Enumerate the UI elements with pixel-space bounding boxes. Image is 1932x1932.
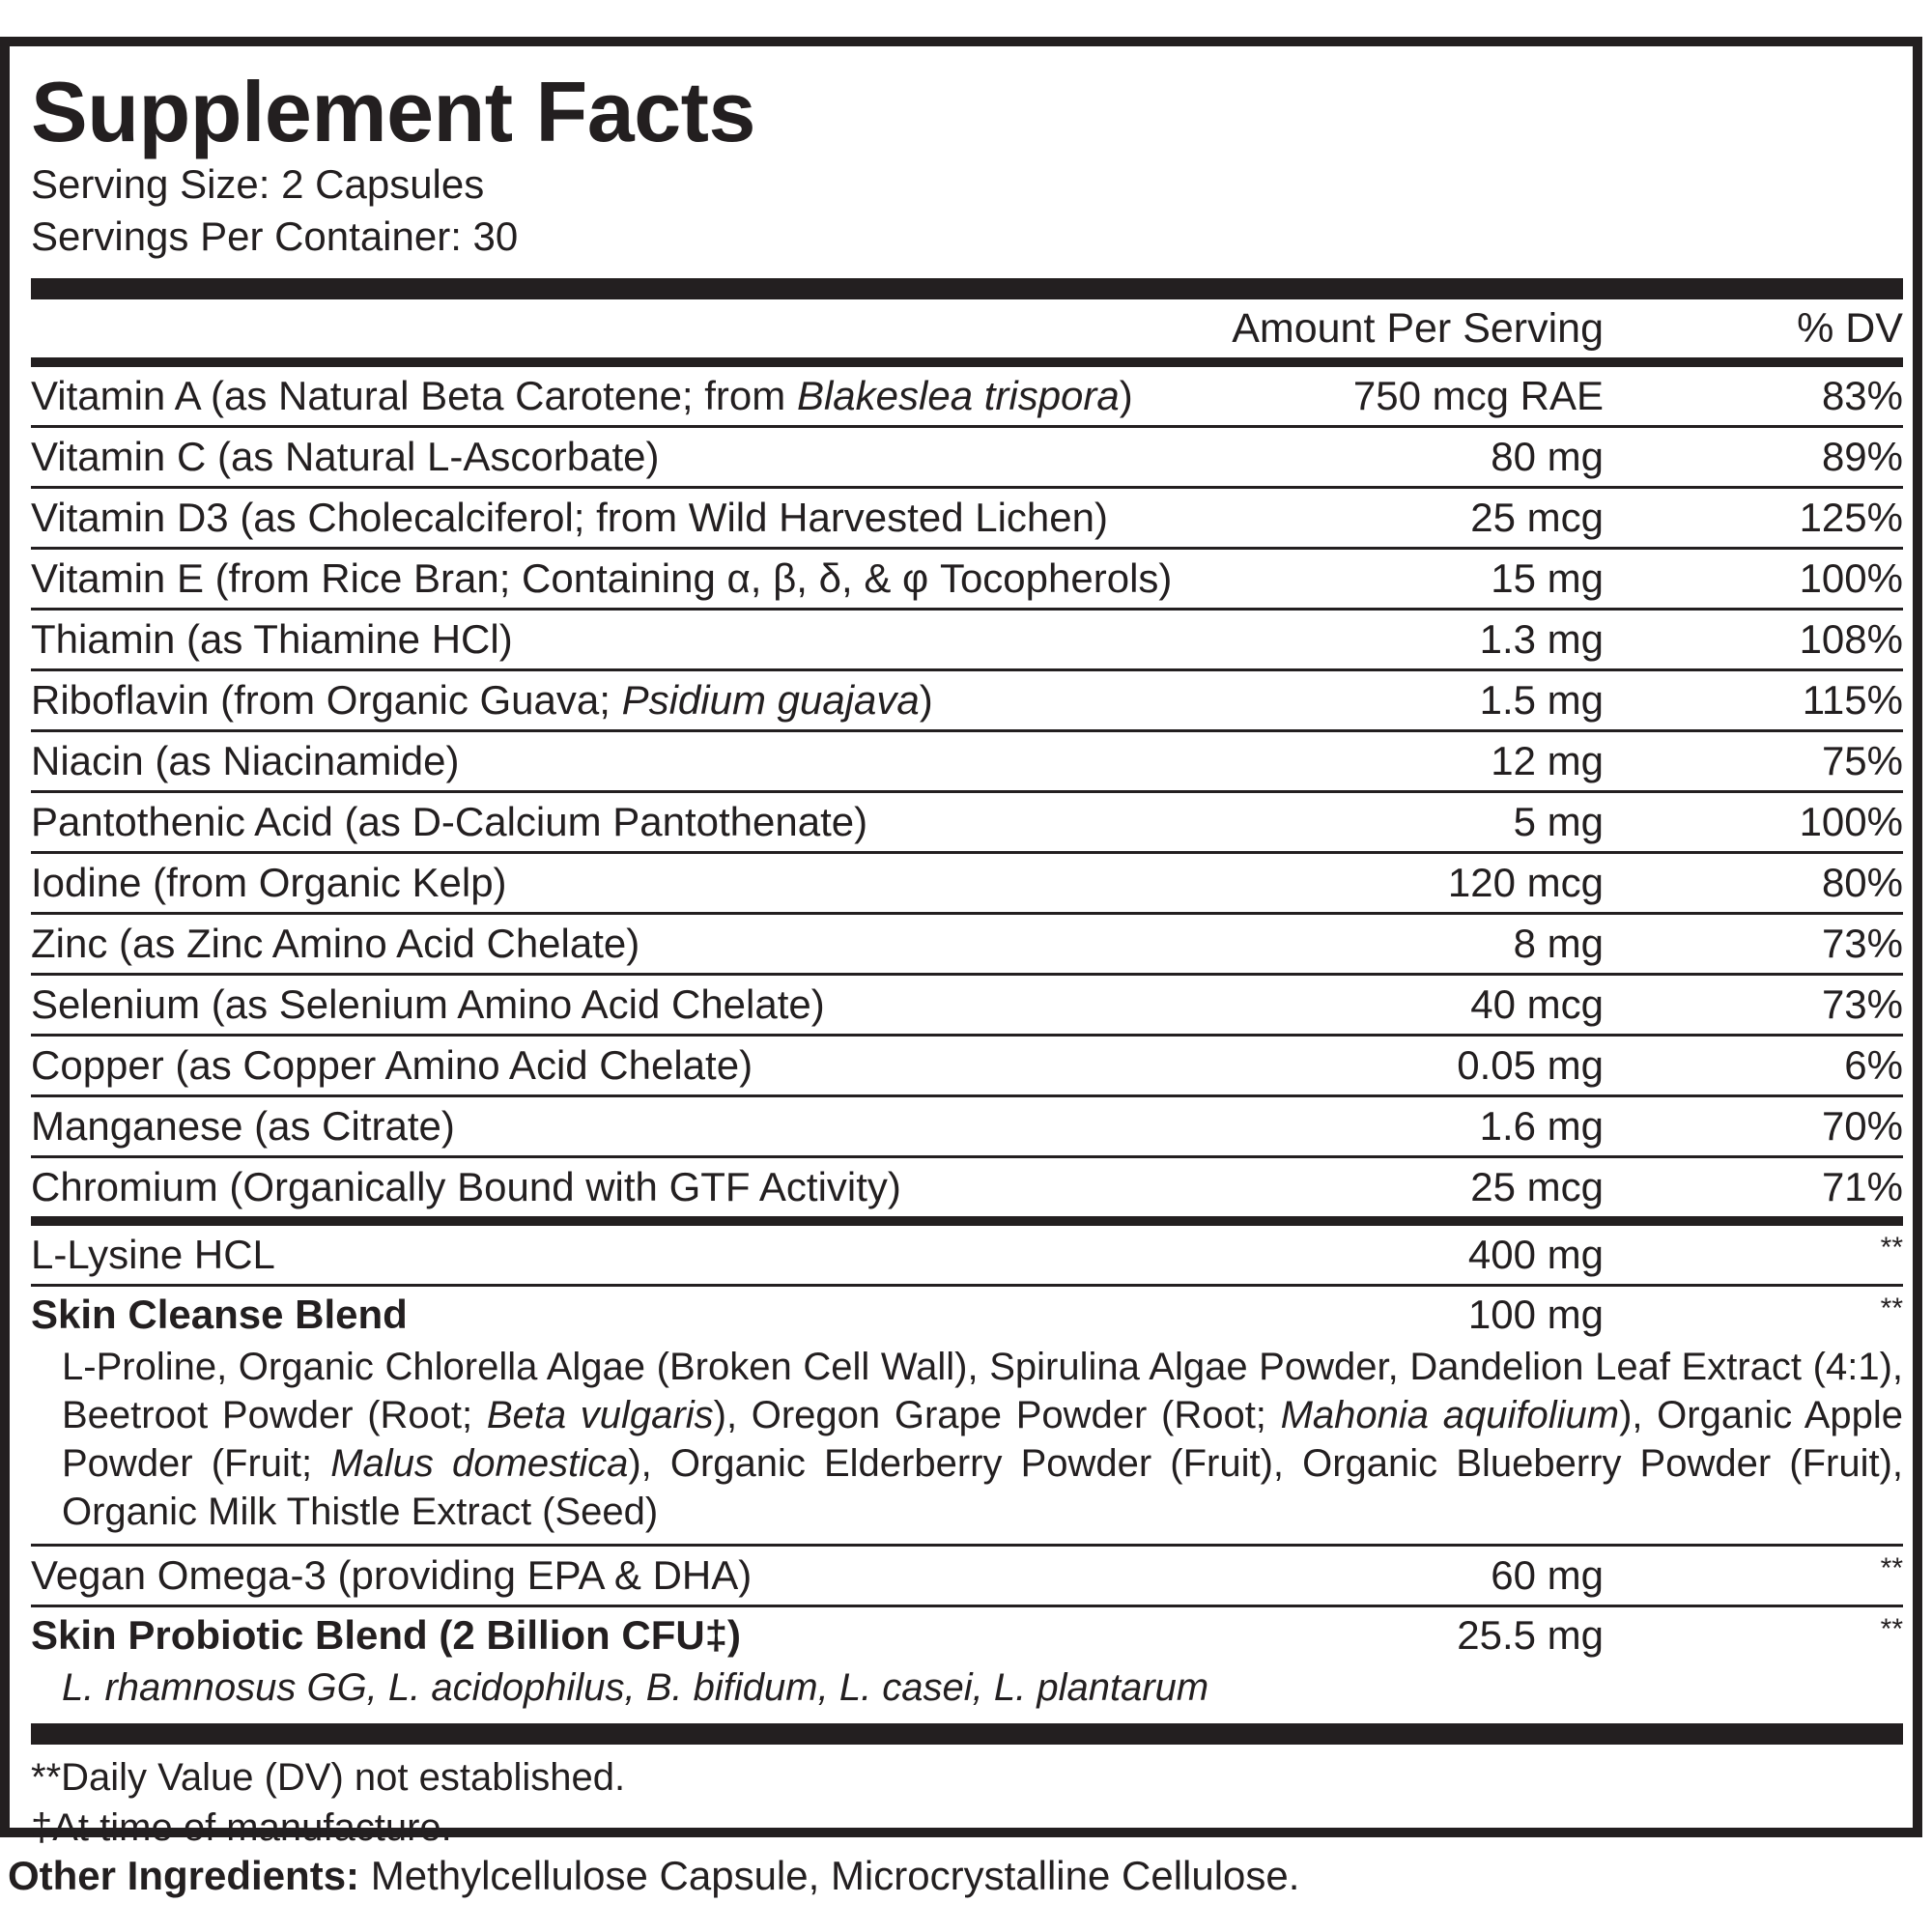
row-name	[31, 799, 1314, 845]
desc-italic: Malus domestica	[330, 1442, 629, 1485]
panel-title: Supplement Facts	[31, 64, 755, 159]
row-dv: 6%	[1844, 1042, 1903, 1088]
row-name-text: Vitamin D3 (as Cholecalciferol; from Wild Harvested Lichen)	[31, 495, 1108, 540]
blend-ingredients	[31, 1343, 1903, 1536]
row-amount: 60 mg	[1491, 1552, 1604, 1598]
row-name: Vegan Omega-3 (providing EPA & DHA)	[31, 1552, 753, 1598]
row-amount: 8 mg	[1513, 921, 1604, 966]
blend-header	[31, 1287, 1903, 1343]
lysine-row	[31, 1226, 1903, 1287]
row-amount: 40 mcg	[1470, 981, 1604, 1027]
desc-part: L-Proline, Organic Chlorella Algae (Broken Cell Wall), Spirulina Algae Powder, Dandelion Leaf Extract (4:1), Beetroot Powder (Root;	[62, 1346, 1903, 1436]
row-dv: 70%	[1821, 1103, 1903, 1149]
row-amount: 12 mg	[1491, 738, 1604, 783]
desc-part: ), Organic Elderberry Powder (Fruit), Organic Blueberry Powder (Fruit), Organic Milk Thistle Extract (Seed)	[62, 1442, 1903, 1533]
row-name-text: Iodine (from Organic Kelp)	[31, 860, 507, 905]
row-amount: 400 mg	[1467, 1232, 1604, 1277]
row-amount: 80 mg	[1491, 434, 1604, 479]
row-name	[31, 1042, 1314, 1089]
probiotic-strains: L. rhamnosus GG, L. acidophilus, B. bifidum, L. casei, L. plantarum	[62, 1666, 1209, 1709]
row-name-text: Copper (as Copper Amino Acid Chelate)	[31, 1042, 753, 1088]
probiotic-blend	[31, 1607, 1903, 1719]
nutrient-row	[31, 793, 1903, 854]
row-dv: 100%	[1799, 555, 1903, 601]
row-dv: 115%	[1802, 677, 1903, 723]
desc-italic: Mahonia aquifolium	[1280, 1394, 1620, 1436]
nutrient-row	[31, 611, 1903, 671]
servings-per-container: Servings Per Container: 30	[31, 213, 519, 259]
nutrient-row	[31, 1097, 1903, 1158]
divider-mid	[31, 1216, 1903, 1226]
nutrient-row	[31, 915, 1903, 976]
nutrient-row	[31, 550, 1903, 611]
row-amount: 750 mcg RAE	[1352, 373, 1604, 418]
row-name-end: )	[1119, 373, 1133, 418]
row-name	[31, 1164, 1314, 1210]
other-ingredients-text: Methylcellulose Capsule, Microcrystalline Cellulose.	[359, 1853, 1300, 1898]
nutrient-row	[31, 367, 1903, 428]
row-name	[31, 373, 1314, 419]
row-dv: 100%	[1799, 799, 1903, 844]
row-name	[31, 860, 1314, 906]
nutrient-rows	[31, 367, 1903, 1216]
nutrient-row	[31, 489, 1903, 550]
nutrient-row	[31, 854, 1903, 915]
row-dv: **	[1880, 1552, 1903, 1584]
desc-italic: Beta vulgaris	[486, 1394, 714, 1436]
row-name	[31, 921, 1314, 967]
row-name	[31, 495, 1314, 541]
row-name-italic: Psidium guajava	[621, 677, 920, 723]
row-name-text: Pantothenic Acid (as D-Calcium Pantothenate)	[31, 799, 868, 844]
row-dv: 75%	[1821, 738, 1903, 783]
row-name-italic: Blakeslea trispora	[796, 373, 1120, 418]
row-dv: **	[1880, 1232, 1903, 1264]
row-name-text: Manganese (as Citrate)	[31, 1103, 455, 1149]
nutrient-row	[31, 428, 1903, 489]
row-name	[31, 1103, 1314, 1150]
row-dv: 83%	[1821, 373, 1903, 418]
supplement-facts-panel	[0, 37, 1922, 1849]
row-dv: 73%	[1821, 981, 1903, 1027]
row-name-end: )	[919, 677, 933, 723]
header-dv: % DV	[1797, 304, 1903, 352]
omega-row	[31, 1547, 1903, 1607]
header-amount: Amount Per Serving	[1232, 304, 1604, 352]
blend-amount: 25.5 mg	[1457, 1612, 1604, 1658]
row-name-text: Thiamin (as Thiamine HCl)	[31, 616, 513, 662]
footnote-manufacture: ‡At time of manufacture.	[31, 1806, 452, 1849]
panel-inner	[31, 46, 1903, 1853]
column-header	[31, 299, 1903, 357]
row-amount: 15 mg	[1491, 555, 1604, 601]
row-name-text: Zinc (as Zinc Amino Acid Chelate)	[31, 921, 640, 966]
blend-name: Skin Probiotic Blend (2 Billion CFU‡)	[31, 1612, 742, 1658]
row-dv: 108%	[1799, 616, 1903, 662]
other-ingredients	[8, 1849, 1299, 1903]
row-name-text: Vitamin A (as Natural Beta Carotene; from	[31, 373, 797, 418]
row-amount: 1.6 mg	[1479, 1103, 1604, 1149]
row-name-text: Selenium (as Selenium Amino Acid Chelate)	[31, 981, 825, 1027]
row-name	[31, 555, 1314, 602]
footnotes	[31, 1752, 1903, 1853]
desc-part: ), Oregon Grape Powder (Root;	[713, 1394, 1281, 1436]
divider-thick	[31, 1723, 1903, 1745]
row-name: L-Lysine HCL	[31, 1232, 275, 1277]
row-name-text: Riboflavin (from Organic Guava;	[31, 677, 622, 723]
row-dv: 125%	[1799, 495, 1903, 540]
nutrient-row	[31, 1158, 1903, 1216]
row-name	[31, 616, 1314, 663]
row-name-text: Vitamin C (as Natural L-Ascorbate)	[31, 434, 660, 479]
nutrient-row	[31, 1037, 1903, 1097]
row-name-text: Niacin (as Niacinamide)	[31, 738, 460, 783]
row-amount: 5 mg	[1513, 799, 1604, 844]
divider-thick	[31, 278, 1903, 299]
row-name-text: Chromium (Organically Bound with GTF Activity)	[31, 1164, 901, 1209]
blend-dv: **	[1880, 1613, 1903, 1645]
nutrient-row	[31, 671, 1903, 732]
row-name	[31, 434, 1314, 480]
row-dv: 71%	[1821, 1164, 1903, 1209]
row-name-text: Vitamin E (from Rice Bran; Containing α, β, δ, & φ Tocopherols)	[31, 555, 1173, 601]
row-name	[31, 738, 1314, 784]
footnote-dv: **Daily Value (DV) not established.	[31, 1756, 626, 1799]
blend-amount: 100 mg	[1467, 1292, 1604, 1337]
blend-header	[31, 1607, 1903, 1663]
row-dv: 73%	[1821, 921, 1903, 966]
row-amount: 1.3 mg	[1479, 616, 1604, 662]
nutrient-row	[31, 732, 1903, 793]
desc-part: ), Organic Apple Powder (Fruit;	[62, 1394, 1904, 1485]
row-name	[31, 677, 1314, 724]
other-ingredients-label: Other Ingredients:	[8, 1853, 360, 1898]
row-dv: 80%	[1821, 860, 1903, 905]
row-amount: 25 mcg	[1470, 1164, 1604, 1209]
row-amount: 1.5 mg	[1479, 677, 1604, 723]
row-dv: 89%	[1821, 434, 1903, 479]
row-amount: 0.05 mg	[1457, 1042, 1604, 1088]
blend-dv: **	[1880, 1293, 1903, 1324]
row-name	[31, 981, 1314, 1028]
divider-mid	[31, 357, 1903, 367]
row-amount: 120 mcg	[1447, 860, 1604, 905]
serving-size: Serving Size: 2 Capsules	[31, 161, 485, 207]
blend-name: Skin Cleanse Blend	[31, 1292, 408, 1337]
row-amount: 25 mcg	[1470, 495, 1604, 540]
nutrient-row	[31, 976, 1903, 1037]
cleanse-blend	[31, 1287, 1903, 1547]
